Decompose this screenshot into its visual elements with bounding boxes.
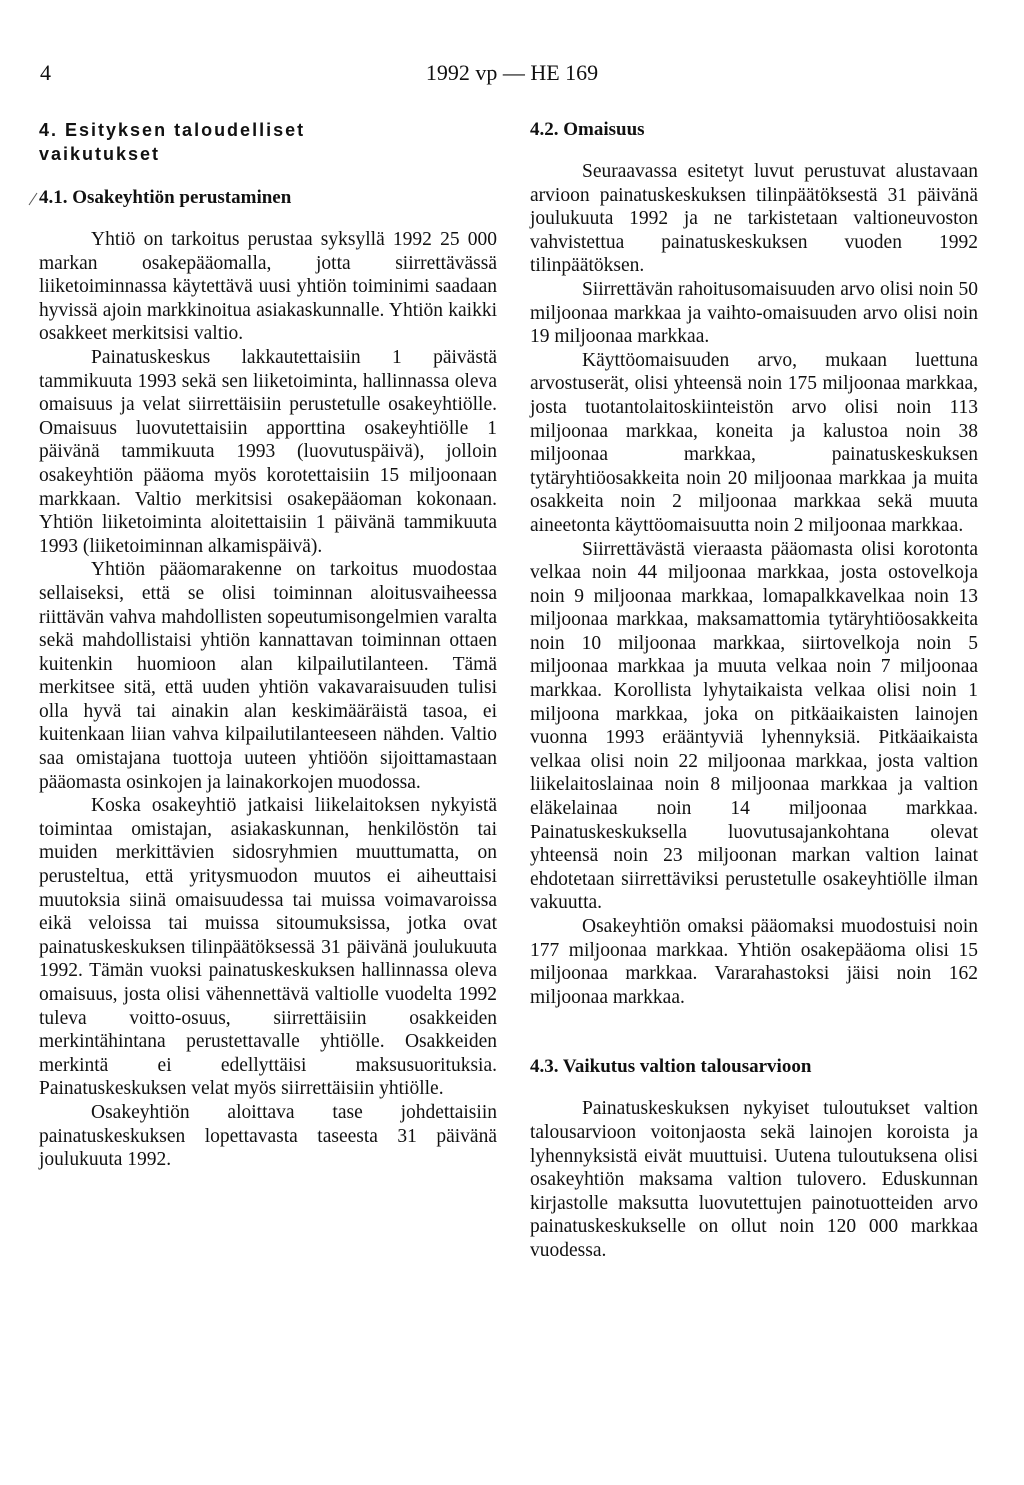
left-column	[39, 118, 497, 1172]
subsection-title-4-1: 4.1. Osakeyhtiön perustaminen	[39, 187, 292, 208]
page-number: 4	[40, 60, 51, 85]
paragraph: Osakeyhtiön omaksi pääomaksi muodostuisi noin 177 miljoonaa markkaa. Yhtiön osakepääoma olisi 15 miljoonaa markkaa. Vararahastoksi jäisi noin 162 miljoonaa markkaa.	[530, 916, 978, 1008]
section-title: 4. Esityksen taloudelliset vaikutukset	[39, 120, 306, 164]
paragraph: Painatuskeskuksen nykyiset tuloutukset valtion talousarvioon voitonjaosta sekä lainojen koroista ja lyhennyksistä eivät muuttuisi. Uutena tuloutuksena olisi osakeyhtiön maksama valtion tulovero. Eduskunnan kirjastolle maksutta luovutettujen painotuotteiden arvo painatuskeskukselle on ollut noin 120 000 markkaa vuodessa.	[530, 1098, 978, 1261]
paragraph: Seuraavassa esitetyt luvut perustuvat alustavaan arvioon painatuskeskuksen tilinpäätöksestä 31 päivänä joulukuuta 1992 ja ne tarkistetaan valtioneuvoston vahvistettua painatuskeskuksen vuoden 1992 tilinpäätöksen.	[530, 161, 978, 277]
paragraph: Yhtiö on tarkoitus perustaa syksyllä 1992 25 000 markan osakepääomalla, jotta siirrettävässä liiketoiminnassa käytettävä uusi yhtiön toiminimi saadaan hyvissä ajoin markkinoitua asiakaskunnalle. Yhtiön kaikki osakkeet merkitsisi valtio.	[39, 229, 497, 345]
paragraph: Yhtiön pääomarakenne on tarkoitus muodostaa sellaiseksi, että se olisi toiminnan aloitusvaiheessa riittävän vahva mahdollisten sopeutumisongelmien varalta sekä mahdollistaisi yhtiön kannattavan toiminnan ottaen kuitenkin huomioon alan kilpailutilanteen. Tämä merkitsee sitä, että uuden yhtiön vakavaraisuuden tulisi olla hyvä tai ainakin alan keskimääräistä tasoa, ei kuitenkaan liian vahva kilpailutilanteeseen nähden. Valtio saa omistajana tuottoja uuteen yhtiöön sijoittamastaan pääomasta osinkojen ja lainakorkojen muodossa.	[39, 559, 497, 793]
paragraph: Siirrettävästä vieraasta pääomasta olisi korotonta velkaa noin 44 miljoonaa markkaa, josta ostovelkoja noin 9 miljoonaa markkaa, lomapalkkavelkaa noin 13 miljoonaa markkaa, maksamattomia tytäryhtiöosakkeita noin 10 miljoonaa markkaa, siirtovelkoja noin 5 miljoonaa markkaa ja muuta velkaa noin 7 miljoonaa markkaa. Korollista lyhytaikaista velkaa olisi noin 1 miljoona markkaa, joka on pitkäaikaisten lainojen vuonna 1993 erääntyviä lyhennyksiä. Pitkäaikaista velkaa olisi noin 22 miljoonaa markkaa, josta valtion liikelaitoslainaa noin 8 miljoonaa markkaa ja valtion eläkelainaa noin 14 miljoonaa markkaa. Painatuskeskuksella luovutusajankohtana olevat yhteensä noin 23 miljoonan markan valtion lainat ehdotetaan siirrettäviksi perustetulle osakeyhtiölle ilman vakuutta.	[530, 538, 978, 914]
paragraph: Osakeyhtiön aloittava tase johdettaisiin painatuskeskuksen lopettavasta taseesta 31 päivänä joulukuuta 1992.	[39, 1101, 497, 1171]
paragraph: Siirrettävän rahoitusomaisuuden arvo olisi noin 50 miljoonaa markkaa ja vaihto-omaisuuden arvo olisi noin 19 miljoonaa markkaa.	[530, 278, 978, 348]
running-head: 1992 vp — HE 169	[425, 60, 599, 85]
paragraph: Koska osakeyhtiö jatkaisi liikelaitoksen nykyistä toimintaa omistajan, asiakaskunnan, henkilöstön tai muiden merkittävien sidosryhmien muuttumatta, on perusteltua, että yritysmuodon muutos ei aiheuttaisi muutoksia siinä omaisuudessa tai muissa voimavaroissa eikä veloissa tai muissa sitoumuksissa, jotka ovat painatuskeskuksen tilinpäätöksessä 31 päivänä joulukuuta 1992. Tämän vuoksi painatuskeskuksen hallinnassa oleva omaisuus, josta olisi vähennettävä valtiolle vuodelta 1992 tuleva voitto-osuus, siirrettäisiin osakkeiden merkintähintana perustettavalle yhtiölle. Osakkeiden merkintä ei edellyttäisi maksusuorituksia. Painatuskeskuksen velat myös siirrettäisiin yhtiölle.	[39, 795, 497, 1100]
subsection-title-4-3: 4.3. Vaikutus valtion talousarvioon	[530, 1056, 812, 1078]
paragraph: Painatuskeskus lakkautettaisiin 1 päivästä tammikuuta 1993 sekä sen liiketoiminta, hallinnassa oleva omaisuus ja velat siirrettäisiin perustetulle osakeyhtiölle. Omaisuus luovutettaisiin apporttina osakeyhtiölle 1 päivänä tammikuuta 1993 (luovutuspäivä), jolloin osakeyhtiön pääoma myös korotettaisiin 15 miljoonaan markkaan. Valtio merkitsisi osakepääoman kokonaan. Yhtiön liiketoiminta aloitettaisiin 1 päivänä tammikuuta 1993 (liiketoiminnan alkamispäivä).	[39, 346, 497, 557]
pen-mark	[28, 192, 38, 206]
right-column	[530, 118, 978, 1263]
subsection-title-4-2: 4.2. Omaisuus	[530, 119, 645, 140]
paragraph: Käyttöomaisuuden arvo, mukaan luettuna arvostuserät, olisi yhteensä noin 175 miljoonaa markkaa, josta tuotantolaitoskiinteistön arvo olisi noin 113 miljoonaa markkaa, koneita ja kalustoa noin 38 miljoonaa markkaa, painatuskeskuksen tytäryhtiöosakkeita noin 20 miljoonaa markkaa ja muita osakkeita noin 2 miljoonaa markkaa sekä muuta aineetonta käyttöomaisuutta noin 2 miljoonaa markkaa.	[530, 349, 978, 536]
